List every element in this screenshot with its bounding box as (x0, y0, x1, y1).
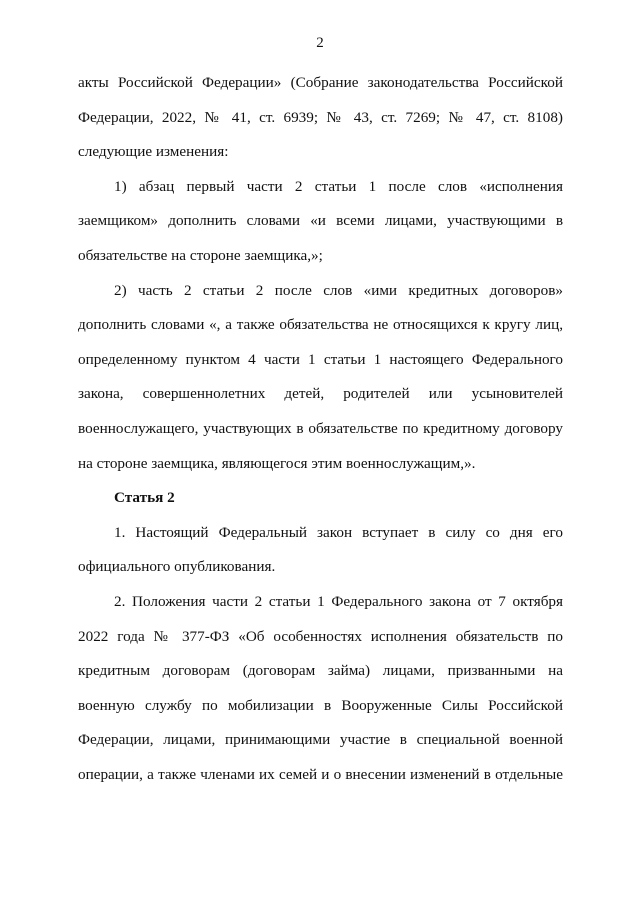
text-line: 1) абзац первый части 2 статьи 1 после слов «исполнения (114, 177, 563, 195)
text-line: 2) часть 2 статьи 2 после слов «ими кредитных договоров» (114, 281, 563, 299)
list-item-1 (78, 170, 563, 274)
text-line: дополнить словами «, а также обязательства не относящихся к кругу лиц, (78, 316, 563, 334)
text-line: официального опубликования. (78, 558, 276, 576)
text-line: Федерации, лицами, принимающими участие в специальной военной (78, 731, 563, 749)
text-line: закона, совершеннолетних детей, родителей или усыновителей (78, 385, 563, 403)
text-line: заемщиком» дополнить словами «и всеми лицами, участвующими в (78, 212, 563, 230)
text-line: 2. Положения части 2 статьи 1 Федерального закона от 7 октября (114, 592, 563, 610)
text-line: обязательстве на стороне заемщика,»; (78, 246, 323, 264)
text-line: кредитным договорам (договорам займа) лицами, призванными на (78, 662, 563, 680)
text-line: 1. Настоящий Федеральный закон вступает в силу со дня его (114, 523, 563, 541)
text-line: военную службу по мобилизации в Вооруженные Силы Российской (78, 696, 563, 714)
text-line: операции, а также членами их семей и о внесении изменений в отдельные (78, 765, 563, 783)
text-line: следующие изменения: (78, 143, 229, 161)
paragraph-continuation (78, 66, 563, 170)
text-line: акты Российской Федерации» (Собрание законодательства Российской (78, 74, 563, 91)
text-line: на стороне заемщика, являющегося этим военнослужащим,». (78, 454, 476, 472)
text-line: определенному пунктом 4 части 1 статьи 1 настоящего Федерального (78, 350, 563, 368)
text-line: военнослужащего, участвующих в обязательстве по кредитному договору (78, 419, 563, 437)
article-clause-1 (78, 516, 563, 585)
page-number: 2 (316, 35, 324, 51)
article-heading: Статья 2 (114, 489, 175, 507)
list-item-2 (78, 274, 563, 482)
document-body (78, 66, 563, 792)
text-line: 2022 года № 377-ФЗ «Об особенностях исполнения обязательств по (78, 627, 563, 645)
article-clause-2 (78, 585, 563, 793)
text-line: Федерации, 2022, № 41, ст. 6939; № 43, ст. 7269; № 47, ст. 8108) (78, 108, 563, 126)
